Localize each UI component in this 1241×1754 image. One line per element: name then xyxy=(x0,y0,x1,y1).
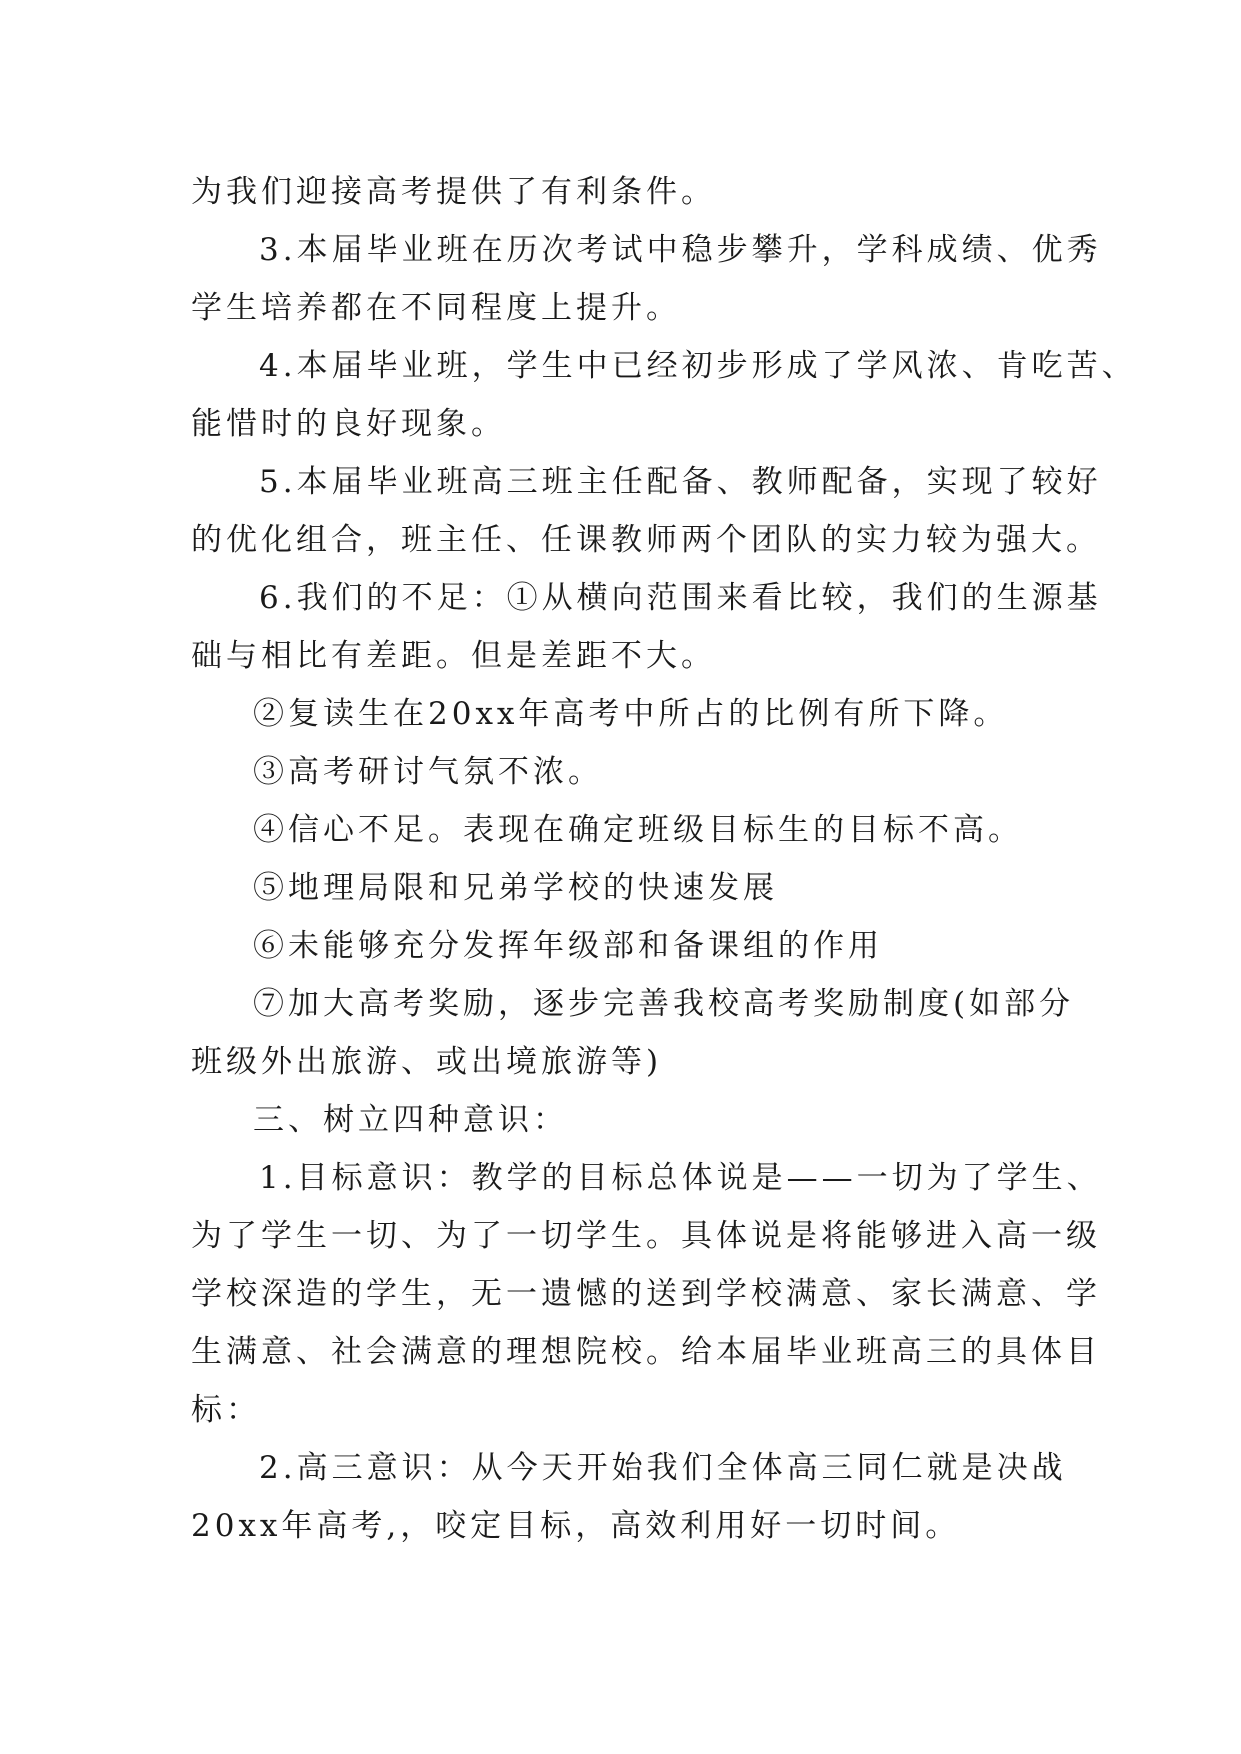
text-line: 能惜时的良好现象。 xyxy=(191,406,506,442)
text-line: 5.本届毕业班高三班主任配备、教师配备，实现了较好 xyxy=(259,464,1102,500)
text-line: 20xx年高考,，咬定目标，高效利用好一切时间。 xyxy=(191,1508,961,1544)
text-line: ③高考研讨气氛不浓。 xyxy=(253,754,603,790)
text-line: 础与相比有差距。但是差距不大。 xyxy=(191,638,716,674)
text-line: ⑦加大高考奖励，逐步完善我校高考奖励制度(如部分 xyxy=(253,986,1075,1022)
text-line: 班级外出旅游、或出境旅游等) xyxy=(191,1044,663,1080)
text-line: 6.我们的不足：①从横向范围来看比较，我们的生源基 xyxy=(259,580,1102,616)
document-body xyxy=(191,163,1137,1555)
text-line: 1.目标意识：教学的目标总体说是——一切为了学生、 xyxy=(259,1160,1102,1196)
text-line: 为我们迎接高考提供了有利条件。 xyxy=(191,174,716,210)
text-line: 标： xyxy=(191,1392,261,1428)
text-line: ⑥未能够充分发挥年级部和备课组的作用 xyxy=(253,928,883,964)
text-line: 3.本届毕业班在历次考试中稳步攀升，学科成绩、优秀 xyxy=(259,232,1102,268)
text-line: ②复读生在20xx年高考中所占的比例有所下降。 xyxy=(253,696,1009,732)
section-heading: 三、树立四种意识： xyxy=(253,1102,568,1138)
text-line: 的优化组合，班主任、任课教师两个团队的实力较为强大。 xyxy=(191,522,1101,558)
text-line: 生满意、社会满意的理想院校。给本届毕业班高三的具体目 xyxy=(191,1334,1101,1370)
text-line: 2.高三意识：从今天开始我们全体高三同仁就是决战 xyxy=(259,1450,1067,1486)
text-line: 学生培养都在不同程度上提升。 xyxy=(191,290,681,326)
text-line: 为了学生一切、为了一切学生。具体说是将能够进入高一级 xyxy=(191,1218,1101,1254)
text-line: ④信心不足。表现在确定班级目标生的目标不高。 xyxy=(253,812,1023,848)
text-line: 4.本届毕业班，学生中已经初步形成了学风浓、肯吃苦、 xyxy=(259,348,1137,384)
text-line: ⑤地理局限和兄弟学校的快速发展 xyxy=(253,870,778,906)
text-line: 学校深造的学生，无一遗憾的送到学校满意、家长满意、学 xyxy=(191,1276,1101,1312)
